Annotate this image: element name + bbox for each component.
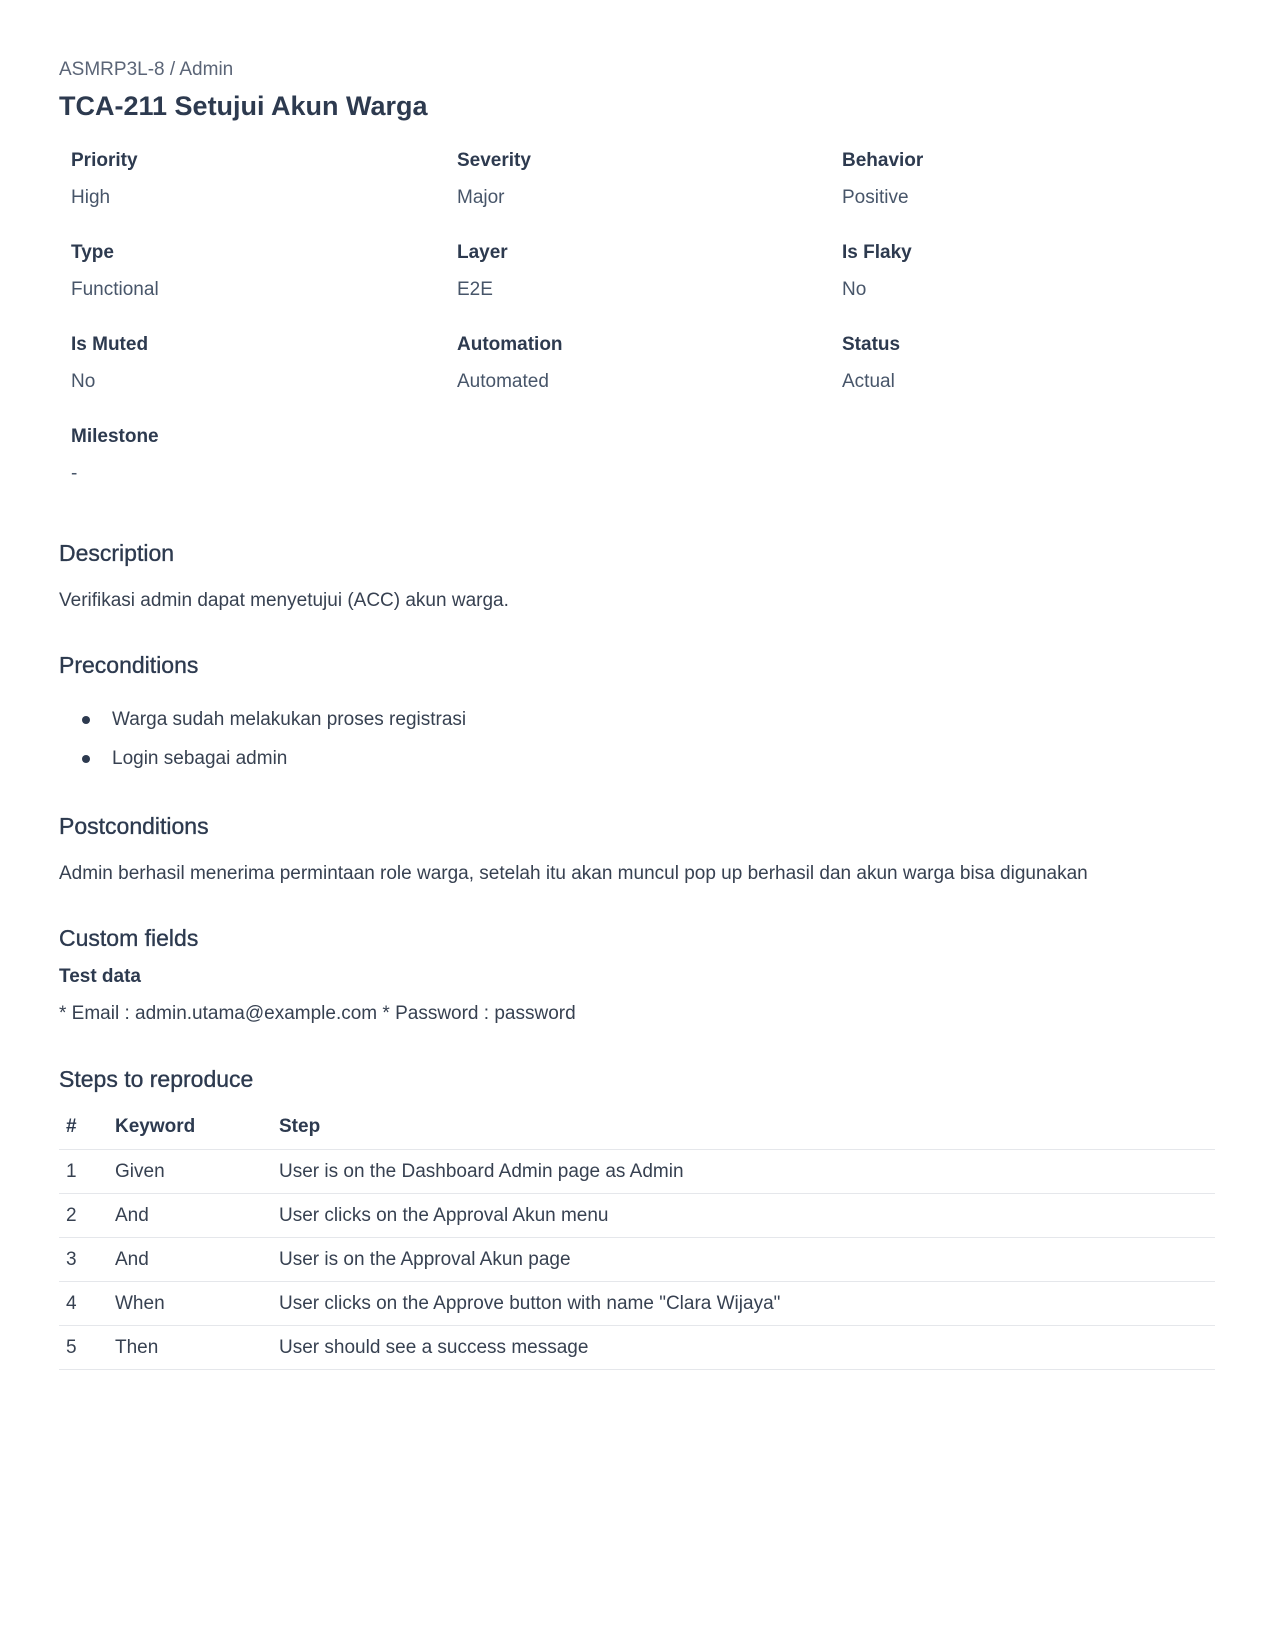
field-label: Is Flaky xyxy=(842,242,912,263)
field-value: Positive xyxy=(842,187,909,208)
bullet-icon xyxy=(82,716,90,724)
field-value: Actual xyxy=(842,371,895,392)
field-automation xyxy=(457,332,842,424)
bullet-icon xyxy=(82,755,90,763)
step-text: User should see a success message xyxy=(279,1326,1215,1370)
steps-table xyxy=(59,1105,1215,1370)
field-label: Is Muted xyxy=(71,334,149,355)
table-row xyxy=(59,1150,1215,1194)
step-keyword: Given xyxy=(115,1150,279,1194)
step-text: User clicks on the Approval Akun menu xyxy=(279,1194,1215,1238)
postconditions-text: Admin berhasil menerima permintaan role warga, setelah itu akan muncul pop up berhasil dan akun warga bisa digunakan xyxy=(59,863,1088,884)
step-text: User clicks on the Approve button with name "Clara Wijaya" xyxy=(279,1282,1215,1326)
table-row xyxy=(59,1282,1215,1326)
field-milestone xyxy=(71,424,457,516)
field-value: E2E xyxy=(457,279,493,300)
field-severity xyxy=(457,148,842,240)
table-row xyxy=(59,1194,1215,1238)
step-keyword: And xyxy=(115,1238,279,1282)
list-item-text: Login sebagai admin xyxy=(112,748,288,769)
field-value: - xyxy=(71,463,78,484)
field-is-muted xyxy=(71,332,457,424)
field-label: Automation xyxy=(457,334,563,355)
postconditions-heading: Postconditions xyxy=(59,813,209,839)
list-item xyxy=(59,747,466,786)
attributes-grid xyxy=(71,148,1221,516)
field-is-flaky xyxy=(842,240,1221,332)
column-header-keyword: Keyword xyxy=(115,1105,279,1150)
field-value: Functional xyxy=(71,279,159,300)
field-label: Priority xyxy=(71,150,138,171)
field-label: Type xyxy=(71,242,114,263)
table-row xyxy=(59,1238,1215,1282)
field-label: Milestone xyxy=(71,426,159,447)
step-number: 4 xyxy=(59,1282,115,1326)
field-label: Layer xyxy=(457,242,508,263)
step-number: 3 xyxy=(59,1238,115,1282)
step-text: User is on the Approval Akun page xyxy=(279,1238,1215,1282)
step-keyword: Then xyxy=(115,1326,279,1370)
field-label: Status xyxy=(842,334,901,355)
field-value: High xyxy=(71,187,111,208)
table-row xyxy=(59,1326,1215,1370)
column-header-number: # xyxy=(59,1105,115,1150)
preconditions-heading: Preconditions xyxy=(59,652,199,678)
field-layer xyxy=(457,240,842,332)
field-priority xyxy=(71,148,457,240)
step-keyword: When xyxy=(115,1282,279,1326)
test-data-label: Test data xyxy=(59,966,142,987)
field-value: No xyxy=(842,279,867,300)
step-text: User is on the Dashboard Admin page as Admin xyxy=(279,1150,1215,1194)
list-item-text: Warga sudah melakukan proses registrasi xyxy=(112,709,467,730)
field-behavior xyxy=(842,148,1221,240)
table-header-row xyxy=(59,1105,1215,1150)
description-text: Verifikasi admin dapat menyetujui (ACC) akun warga. xyxy=(59,590,509,611)
step-keyword: And xyxy=(115,1194,279,1238)
breadcrumb[interactable]: ASMRP3L-8 / Admin xyxy=(59,59,234,80)
preconditions-list xyxy=(59,708,466,786)
step-number: 5 xyxy=(59,1326,115,1370)
field-status xyxy=(842,332,1221,424)
steps-heading: Steps to reproduce xyxy=(59,1066,254,1092)
field-label: Severity xyxy=(457,150,531,171)
list-item xyxy=(59,708,466,747)
field-type xyxy=(71,240,457,332)
column-header-step: Step xyxy=(279,1105,1215,1150)
field-value: No xyxy=(71,371,96,392)
field-label: Behavior xyxy=(842,150,924,171)
test-data-value: * Email : admin.utama@example.com * Password : password xyxy=(59,1003,576,1024)
custom-fields-heading: Custom fields xyxy=(59,925,199,951)
step-number: 1 xyxy=(59,1150,115,1194)
step-number: 2 xyxy=(59,1194,115,1238)
field-value: Automated xyxy=(457,371,549,392)
page-title: TCA-211 Setujui Akun Warga xyxy=(59,91,428,121)
description-heading: Description xyxy=(59,540,175,566)
field-value: Major xyxy=(457,187,505,208)
